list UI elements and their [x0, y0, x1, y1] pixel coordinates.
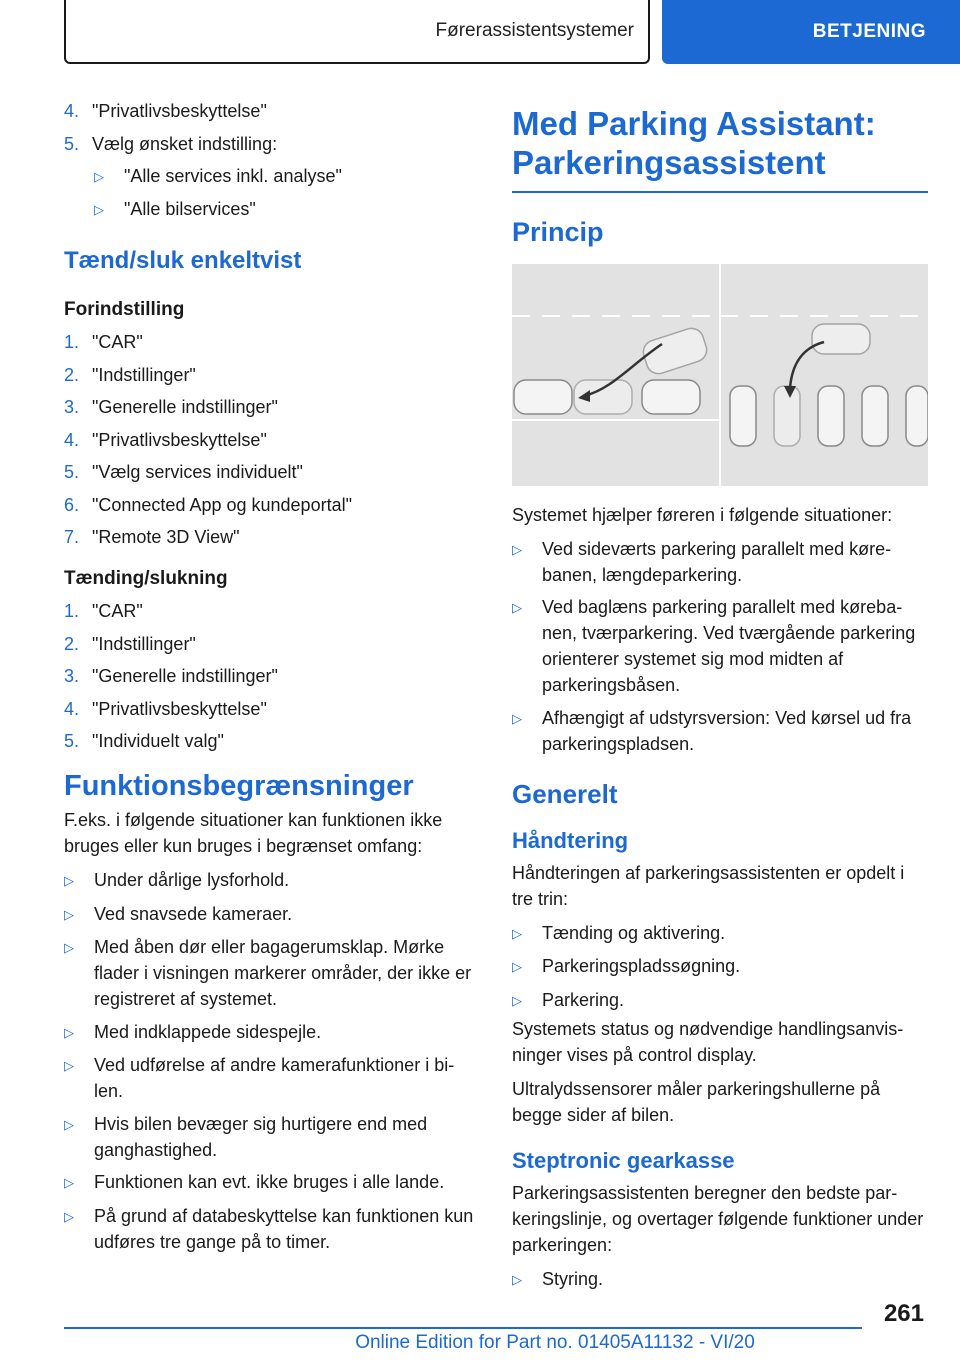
begraensninger-list — [64, 867, 474, 1255]
header-section-label: Førerassistentsystemer — [435, 20, 634, 41]
list-item — [64, 1203, 474, 1255]
heading-princip: Princip — [512, 216, 604, 247]
list-number: 4. — [64, 698, 80, 719]
list-text: Parkeringspladssøgning. — [542, 956, 741, 976]
list-item — [64, 329, 474, 355]
list-text: Under dårlige lysforhold. — [94, 870, 290, 890]
heading-forindstilling: Forindstilling — [64, 299, 185, 320]
list-number: 4. — [64, 429, 80, 450]
right-column — [512, 104, 928, 1299]
list-text: "Generelle indstillinger" — [92, 666, 278, 686]
list-number: 2. — [64, 364, 80, 385]
page-title-line: Parkeringsassistent — [512, 144, 826, 181]
list-item — [512, 920, 928, 947]
list-number: 7. — [64, 527, 80, 547]
list-text: "Privatlivsbeskyttelse" — [92, 429, 267, 450]
list-text: Vælg ønsket indstilling: — [92, 133, 278, 154]
heading-steptronic: Steptronic gearkasse — [512, 1147, 735, 1173]
haandtering-status-text: Systemets status og nødvendige handlingsanvisninger vises på control display. — [512, 1018, 904, 1065]
list-item — [64, 524, 474, 550]
list-number: 1. — [64, 601, 80, 621]
step-list-top — [64, 98, 474, 157]
list-number: 5. — [64, 731, 80, 751]
bullet-triangle-icon: ▷ — [512, 925, 522, 941]
list-text: "Vælg services individuelt" — [92, 462, 303, 482]
bullet-triangle-icon: ▷ — [94, 202, 104, 217]
haandtering-intro: Håndteringen af parkeringsassistenten er opdelt i tre trin: — [512, 862, 905, 909]
bullet-triangle-icon: ▷ — [94, 168, 104, 184]
taending-list — [64, 598, 474, 754]
bullet-triangle-icon: ▷ — [64, 1208, 74, 1224]
list-text: Ved snavsede kameraer. — [94, 903, 293, 924]
heading-haandtering: Håndtering — [512, 827, 629, 853]
begraensninger-intro: F.eks. i følgende situationer kan funktionen ikke bruges eller kun bruges i begrænset omfang: — [64, 810, 443, 856]
list-item — [64, 492, 474, 518]
list-text: Ved udførelse af andre kamerafunktioner i bilen. — [94, 1055, 455, 1101]
list-number: 2. — [64, 633, 80, 654]
list-text: "Indstillinger" — [92, 364, 196, 385]
page-title-line: Med Parking Assistant: — [512, 105, 876, 142]
list-item — [64, 362, 474, 388]
heading-generelt: Generelt — [512, 778, 618, 809]
bullet-triangle-icon: ▷ — [512, 710, 522, 726]
list-item — [64, 728, 474, 754]
list-number: 4. — [64, 101, 80, 121]
header-chapter-label: BETJENING — [812, 21, 926, 42]
list-text: "Connected App og kundeportal" — [92, 494, 352, 515]
princip-list — [512, 536, 928, 757]
list-number: 6. — [64, 494, 80, 515]
list-item — [512, 953, 928, 980]
list-item — [64, 459, 474, 485]
list-item — [64, 427, 474, 453]
page-number: 261 — [883, 1300, 924, 1327]
footer-divider — [64, 1327, 862, 1329]
bullet-triangle-icon: ▷ — [64, 906, 74, 922]
bullet-triangle-icon: ▷ — [512, 959, 522, 974]
list-item — [64, 1019, 474, 1046]
bullet-triangle-icon: ▷ — [64, 873, 74, 888]
list-text: På grund af databeskyttelse kan funktionen kun udføres tre gange på to timer. — [94, 1205, 474, 1252]
list-item — [64, 867, 474, 894]
bullet-triangle-icon: ▷ — [64, 1175, 74, 1190]
list-item — [64, 901, 474, 928]
list-number: 5. — [64, 133, 80, 154]
title-divider — [512, 191, 928, 193]
list-text: Hvis bilen bevæger sig hurtigere end med ganghastighed. — [94, 1113, 428, 1160]
list-number: 3. — [64, 397, 80, 417]
list-item — [512, 987, 928, 1014]
option-sublist — [64, 163, 474, 224]
haandtering-sensor-text: Ultralydssensorer måler parkeringshullerne på begge sider af bilen. — [512, 1078, 881, 1125]
list-item — [512, 1266, 928, 1293]
bullet-triangle-icon: ▷ — [64, 1116, 74, 1132]
list-number: 1. — [64, 332, 80, 352]
list-item — [64, 598, 474, 624]
list-text: Styring. — [542, 1268, 604, 1289]
list-text: "Remote 3D View" — [92, 527, 240, 547]
list-item — [512, 705, 928, 757]
list-text: "CAR" — [92, 332, 143, 352]
list-text: Parkering. — [542, 989, 625, 1010]
list-number: 3. — [64, 666, 80, 686]
list-item — [94, 196, 474, 223]
list-text: Med åben dør eller bagagerumsklap. Mørke flader i visningen markerer områder, der ikke er registreret af systemet. — [94, 937, 472, 1009]
bullet-triangle-icon: ▷ — [64, 1058, 74, 1073]
bullet-triangle-icon: ▷ — [512, 1271, 522, 1287]
list-item — [512, 594, 928, 698]
heading-enkeltvist: Tænd/sluk enkeltvist — [64, 247, 302, 274]
list-item — [64, 131, 474, 157]
bullet-triangle-icon: ▷ — [512, 992, 522, 1008]
bullet-triangle-icon: ▷ — [64, 1024, 74, 1040]
page-title — [512, 104, 928, 182]
list-text: "Individuelt valg" — [92, 731, 224, 751]
list-text: Med indklappede sidespejle. — [94, 1021, 322, 1042]
list-item — [64, 631, 474, 657]
list-text: Afhængigt af udstyrsversion: Ved kørsel ud fra parkeringspladsen. — [542, 707, 912, 754]
list-text: Ved sideværts parkering parallelt med kørebanen, længdeparkering. — [542, 538, 892, 585]
header-section — [64, 0, 650, 64]
list-item — [512, 536, 928, 588]
steptronic-list — [512, 1266, 928, 1293]
list-text: Funktionen kan evt. ikke bruges i alle lande. — [94, 1172, 445, 1192]
list-item — [94, 163, 474, 190]
bullet-triangle-icon: ▷ — [512, 600, 522, 615]
list-item — [64, 663, 474, 689]
list-item — [64, 1169, 474, 1196]
list-text: "Generelle indstillinger" — [92, 397, 278, 417]
list-item — [64, 934, 474, 1012]
list-item — [64, 1111, 474, 1163]
haandtering-list — [512, 920, 928, 1014]
list-number: 5. — [64, 462, 80, 482]
list-text: "Alle bilservices" — [124, 199, 256, 219]
list-item — [64, 1052, 474, 1104]
edition-footer: Online Edition for Part no. 01405A11132 - VI/20 — [355, 1332, 755, 1353]
left-column — [64, 98, 474, 1261]
list-item — [64, 98, 474, 124]
list-text: "Privatlivsbeskyttelse" — [92, 698, 267, 719]
heading-taending: Tænding/slukning — [64, 568, 228, 589]
princip-intro: Systemet hjælper føreren i følgende situationer: — [512, 504, 893, 525]
list-text: "Privatlivsbeskyttelse" — [92, 101, 267, 121]
list-item — [64, 394, 474, 420]
list-text: Tænding og aktivering. — [542, 922, 726, 943]
header-chapter-tab — [662, 0, 960, 64]
list-text: "Indstillinger" — [92, 633, 196, 654]
list-text: "Alle services inkl. analyse" — [124, 165, 342, 186]
heading-funktionsbegraensninger: Funktionsbegrænsninger — [64, 770, 414, 802]
bullet-triangle-icon: ▷ — [512, 541, 522, 557]
bullet-triangle-icon: ▷ — [64, 940, 74, 955]
list-text: "CAR" — [92, 601, 143, 621]
parking-illustration — [512, 264, 928, 486]
steptronic-intro: Parkeringsassistenten beregner den bedste parkeringslinje, og overtager følgende funktioner under parkeringen: — [512, 1182, 924, 1255]
forindstilling-list — [64, 329, 474, 550]
list-item — [64, 696, 474, 722]
list-text: Ved baglæns parkering parallelt med kørebanen, tværparkering. Ved tværgående parkering orienterer systemet sig mod midten af parkeringsbåsen. — [542, 597, 916, 695]
